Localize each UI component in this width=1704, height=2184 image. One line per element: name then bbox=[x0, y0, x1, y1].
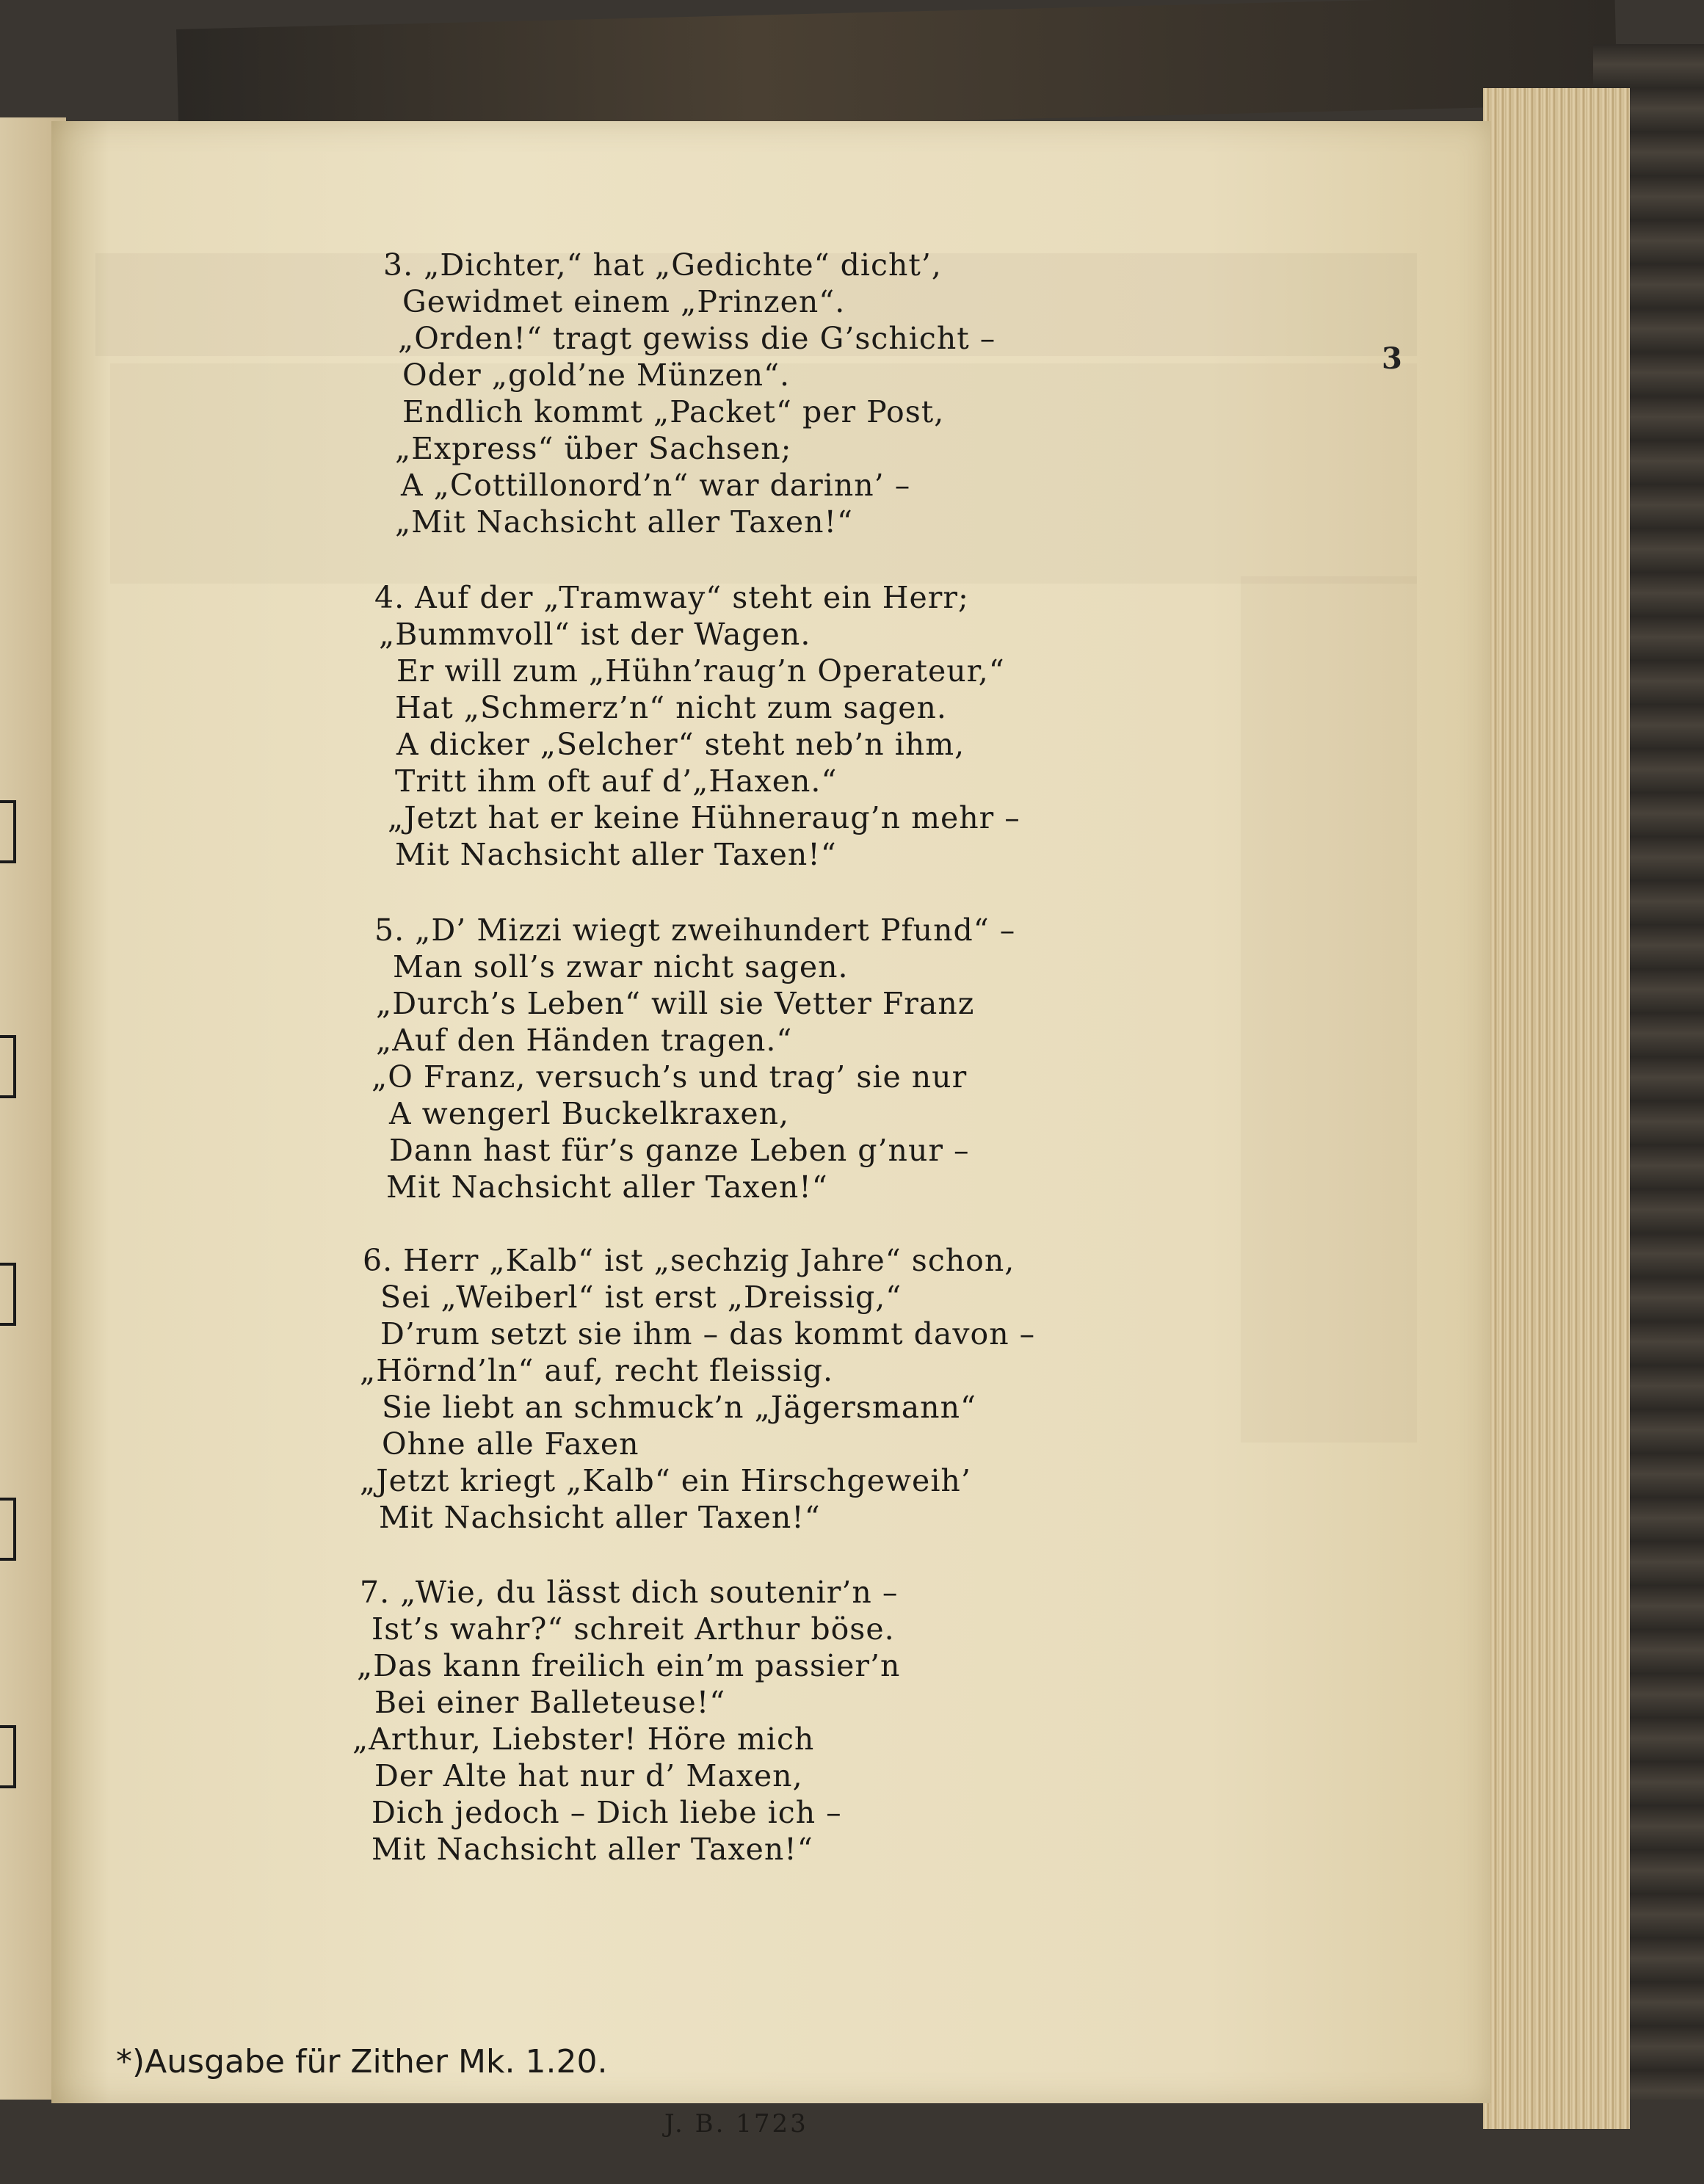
footnote: *)Ausgabe für Zither Mk. 1.20. bbox=[116, 2043, 608, 2080]
left-margin-mark bbox=[0, 1498, 16, 1561]
verse-line: Man soll’s zwar nicht sagen. bbox=[393, 949, 849, 984]
book-cover-top bbox=[176, 0, 1617, 139]
left-margin-mark bbox=[0, 800, 16, 863]
verse-line: 5. „D’ Mizzi wiegt zweihundert Pfund“ – bbox=[374, 913, 1016, 948]
verse-line: 4. Auf der „Tramway“ steht ein Herr; bbox=[374, 580, 969, 615]
verse-line: „Jetzt hat er keine Hühneraug’n mehr – bbox=[388, 800, 1020, 835]
verse-line: Sie liebt an schmuck’n „Jägersmann“ bbox=[382, 1390, 976, 1425]
verse-line: Er will zum „Hühn’raug’n Operateur,“ bbox=[396, 653, 1005, 689]
verse-line: 6. Herr „Kalb“ ist „sechzig Jahre“ schon, bbox=[363, 1243, 1015, 1278]
verse-line: Mit Nachsicht aller Taxen!“ bbox=[395, 837, 837, 872]
verse-line: Mit Nachsicht aller Taxen!“ bbox=[371, 1832, 813, 1867]
verse-line: A dicker „Selcher“ steht neb’n ihm, bbox=[396, 727, 965, 762]
verse-line: Der Alte hat nur d’ Maxen, bbox=[374, 1758, 803, 1793]
verse-line: Endlich kommt „Packet“ per Post, bbox=[402, 394, 945, 429]
verse-line: Gewidmet einem „Prinzen“. bbox=[402, 284, 846, 319]
left-margin-mark bbox=[0, 1725, 16, 1788]
verse-line: 7. „Wie, du lässt dich soutenir’n – bbox=[360, 1575, 899, 1610]
verse-line: „Durch’s Leben“ will sie Vetter Franz bbox=[376, 986, 975, 1021]
page-edges bbox=[1483, 88, 1630, 2129]
verse-line: „Auf den Händen tragen.“ bbox=[376, 1023, 793, 1058]
verse-line: „Jetzt kriegt „Kalb“ ein Hirschgeweih’ bbox=[360, 1463, 971, 1498]
verse-line: „Das kann freilich ein’m passier’n bbox=[357, 1648, 901, 1683]
verse-line: D’rum setzt sie ihm – das kommt davon – bbox=[380, 1316, 1036, 1352]
verse-line: Ohne alle Faxen bbox=[382, 1426, 639, 1462]
plate-number: J. B. 1723 bbox=[664, 2109, 808, 2138]
verse-line: Dann hast für’s ganze Leben g’nur – bbox=[389, 1133, 970, 1168]
left-margin-mark bbox=[0, 1035, 16, 1098]
verse-line: „Orden!“ tragt gewiss die G’schicht – bbox=[398, 321, 996, 356]
verse-line: Mit Nachsicht aller Taxen!“ bbox=[386, 1169, 828, 1205]
verse-line: Sei „Weiberl“ ist erst „Dreissig,“ bbox=[380, 1280, 902, 1315]
verse-line: Tritt ihm oft auf d’„Haxen.“ bbox=[395, 763, 838, 799]
verse-line: Oder „gold’ne Münzen“. bbox=[402, 358, 791, 393]
verse-line: „O Franz, versuch’s und trag’ sie nur bbox=[371, 1059, 968, 1095]
page-number: 3 bbox=[1382, 341, 1402, 376]
verse-line: „Mit Nachsicht aller Taxen!“ bbox=[395, 504, 853, 540]
verse-line: Mit Nachsicht aller Taxen!“ bbox=[379, 1500, 821, 1535]
verse-line: „Hörnd’ln“ auf, recht fleissig. bbox=[360, 1353, 833, 1388]
verse-line: A wengerl Buckelkraxen, bbox=[389, 1096, 790, 1131]
book-page bbox=[51, 121, 1490, 2138]
verse-line: „Express“ über Sachsen; bbox=[395, 431, 792, 466]
verse-line: 3. „Dichter,“ hat „Gedichte“ dicht’, bbox=[383, 247, 942, 283]
verse-line: „Bummvoll“ ist der Wagen. bbox=[379, 617, 811, 652]
verse-line: Ist’s wahr?“ schreit Arthur böse. bbox=[371, 1611, 895, 1647]
verse-line: „Arthur, Liebster! Höre mich bbox=[352, 1722, 815, 1757]
left-margin-mark bbox=[0, 1263, 16, 1326]
verse-line: Hat „Schmerz’n“ nicht zum sagen. bbox=[395, 690, 947, 725]
verse-line: Dich jedoch – Dich liebe ich – bbox=[371, 1795, 842, 1830]
verse-line: Bei einer Balleteuse!“ bbox=[374, 1685, 726, 1720]
verse-line: A „Cottillonord’n“ war darinn’ – bbox=[401, 468, 911, 503]
